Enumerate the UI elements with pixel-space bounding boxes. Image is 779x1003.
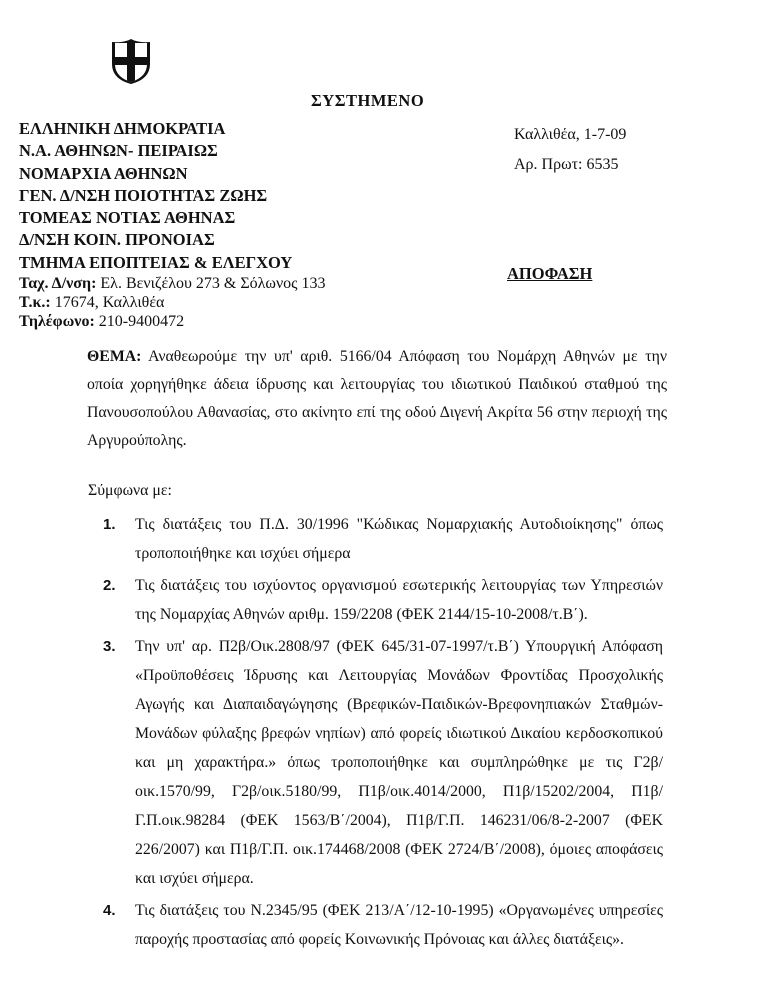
document-type-heading: ΑΠΟΦΑΣΗ — [507, 264, 593, 283]
item-text: Τις διατάξεις του ισχύοντος οργανισμού εσωτερικής λειτουργίας των Υπηρεσιών της Νομαρχίας Αθηνών αριθμ. 159/2208 (ΦΕΚ 2144/15-10-2008/τ.Β΄). — [135, 577, 663, 623]
postcode-line — [19, 293, 326, 312]
subject-label: ΘΕΜΑ: — [87, 348, 142, 365]
legal-basis-intro: Σύμφωνα με: — [88, 482, 172, 499]
subject-paragraph — [87, 343, 667, 455]
place-and-date-block — [514, 120, 626, 180]
phone-label: Τηλέφωνο: — [19, 313, 95, 331]
protocol-number: Αρ. Πρωτ: 6535 — [514, 156, 619, 173]
item-text: Τις διατάξεις του Ν.2345/95 (ΦΕΚ 213/Α΄/12-10-1995) «Οργανωμένες υπηρεσίες παροχής προστασίας από φορείς Κοινωνικής Πρόνοιας και άλλες διατάξεις». — [135, 902, 663, 948]
issuer-line: Ν.Α. ΑΘΗΝΩΝ- ΠΕΙΡΑΙΩΣ — [19, 141, 218, 161]
item-number: 1. — [103, 516, 116, 533]
item-text: Τις διατάξεις του Π.Δ. 30/1996 "Κώδικας Νομαρχιακής Αυτοδιοίκησης" όπως τροποποιήθηκε και ισχύει σήμερα — [135, 516, 663, 562]
phone-line — [19, 312, 326, 331]
registered-mail-stamp: ΣΥΣΤΗΜΕΝΟ — [311, 91, 425, 110]
issuer-line: ΝΟΜΑΡΧΙΑ ΑΘΗΝΩΝ — [19, 163, 188, 183]
issuer-line: ΤΟΜΕΑΣ ΝΟΤΙΑΣ ΑΘΗΝΑΣ — [19, 208, 236, 228]
issuing-authority-block — [19, 118, 326, 331]
item-number: 2. — [103, 577, 116, 594]
greek-coat-of-arms-emblem — [108, 38, 154, 84]
item-text: Την υπ' αρ. Π2β/Οικ.2808/97 (ΦΕΚ 645/31-07-1997/τ.Β΄) Υπουργική Απόφαση «Προϋποθέσεις Ίδρυσης και Λειτουργίας Μονάδων Φροντίδας Προσχολικής Αγωγής και Διαπαιδαγώγησης (Βρεφικών-Παιδικών-Βρεφονηπιακών Σταθμών-Μονάδων φύλαξης βρεφών νηπίων) από φορείς ιδιωτικού Δικαίου κερδοσκοπικού και μη χαρακτήρα.» όπως τροποποιήθηκε και συμπληρώθηκε με τις Γ2β/οικ.1570/99, Γ2β/οικ.5180/99, Π1β/οικ.4014/2000, Π1β/15202/2004, Π1β/Γ.Π.οικ.98284 (ΦΕΚ 1563/Β΄/2004), Π1β/Γ.Π. 146231/06/8-2-2007 (ΦΕΚ 226/2007) και Π1β/Γ.Π. οικ.174468/2008 (ΦΕΚ 2724/Β΄/2008), όμοιες αποφάσεις και ισχύει σήμερα. — [135, 638, 663, 887]
issuer-line: Δ/ΝΣΗ ΚΟΙΝ. ΠΡΟΝΟΙΑΣ — [19, 230, 215, 250]
issuer-line: ΓΕΝ. Δ/ΝΣΗ ΠΟΙΟΤΗΤΑΣ ΖΩΗΣ — [19, 185, 268, 205]
item-number: 4. — [103, 902, 116, 919]
address-label: Ταχ. Δ/νση: — [19, 275, 97, 293]
issuer-line: ΕΛΛΗΝΙΚΗ ΔΗΜΟΚΡΑΤΙΑ — [19, 119, 226, 138]
address-line — [19, 274, 326, 293]
postcode-label: Τ.κ.: — [19, 294, 51, 312]
subject-text: Αναθεωρούμε την υπ' αριθ. 5166/04 Απόφαση του Νομάρχη Αθηνών με την οποία χορηγήθηκε άδεια ίδρυσης και λειτουργίας του ιδιωτικού Παιδικού σταθμού της Πανουσοπούλου Αθανασίας, στο ακίνητο επί της οδού Διγενή Ακρίτα 56 στην περιοχή της Αργυρούπολης. — [87, 348, 667, 449]
address-value: Ελ. Βενιζέλου 273 & Σόλωνος 133 — [96, 275, 326, 293]
legal-basis-item — [103, 896, 663, 954]
phone-value: 210-9400472 — [94, 313, 185, 331]
place-date: Καλλιθέα, 1-7-09 — [514, 126, 627, 143]
issuer-line: ΤΜΗΜΑ ΕΠΟΠΤΕΙΑΣ & ΕΛΕΓΧΟΥ — [19, 252, 293, 272]
legal-basis-item — [103, 510, 663, 568]
legal-basis-list — [103, 510, 663, 957]
legal-basis-item — [103, 632, 663, 893]
item-number: 3. — [103, 638, 116, 655]
legal-basis-item — [103, 571, 663, 629]
postcode-value: 17674, Καλλιθέα — [50, 294, 165, 312]
